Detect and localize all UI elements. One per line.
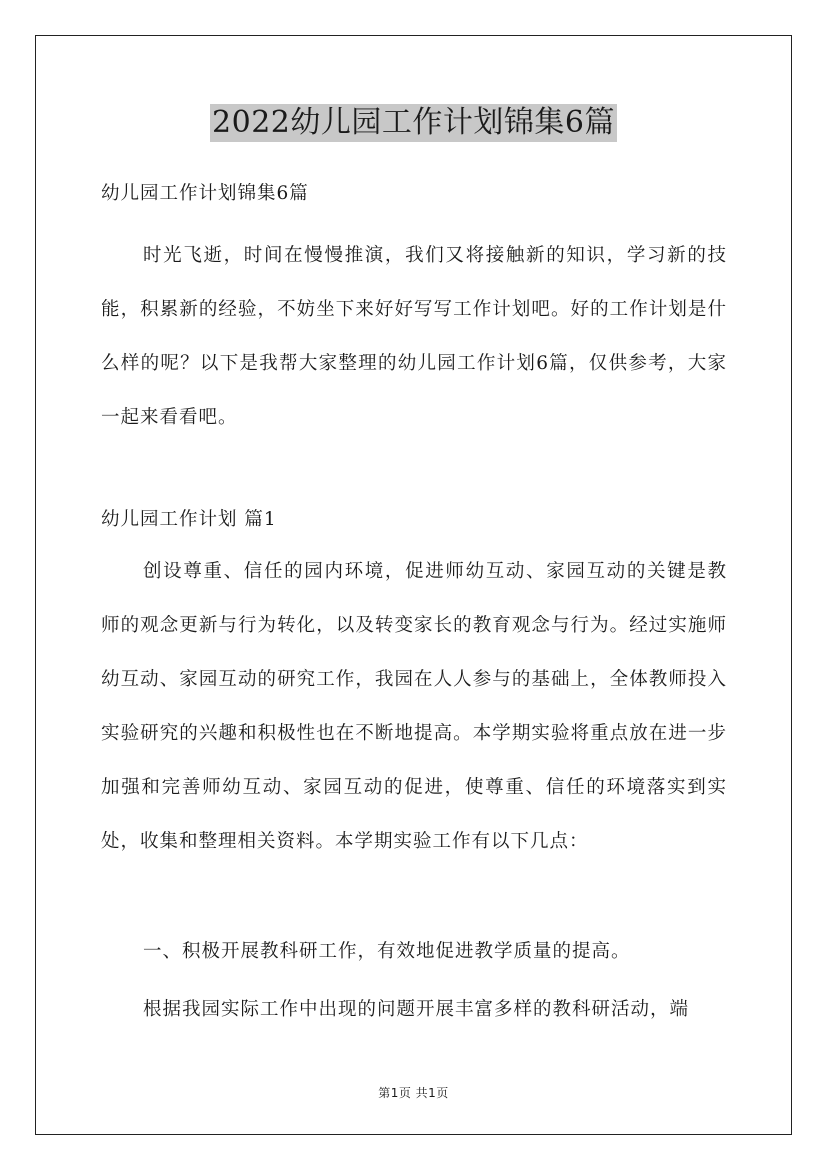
- section1-paragraph-2: 根据我园实际工作中出现的问题开展丰富多样的教科研活动，端: [143, 999, 690, 1020]
- section1-list-item: 一、积极开展教科研工作，有效地促进教学质量的提高。: [143, 941, 631, 962]
- section1-paragraph: 创设尊重、信任的园内环境，促进师幼互动、家园互动的关键是教师的观念更新与行为转化，以及转变家长的教育观念与行为。经过实施师幼互动、家园互动的研究工作，我园在人人参与的基础上，全体教师投入实验研究的兴趣和积极性也在不断地提高。本学期实验将重点放在进一步加强和完善师幼互动、家园互动的促进，使尊重、信任的环境落实到实处，收集和整理相关资料。本学期实验工作有以下几点：: [101, 561, 727, 852]
- title-container: [0, 104, 827, 142]
- page-footer: 第1页 共1页: [378, 1086, 449, 1100]
- intro-paragraph: 时光飞逝，时间在慢慢推演，我们又将接触新的知识，学习新的技能，积累新的经验，不妨坐下来好好写写工作计划吧。好的工作计划是什么样的呢？以下是我帮大家整理的幼儿园工作计划6篇，仅供参考，大家一起来看看吧。: [101, 245, 727, 428]
- document-subtitle: 幼儿园工作计划锦集6篇: [101, 183, 309, 204]
- section-heading: 幼儿园工作计划 篇1: [101, 509, 277, 530]
- document-title: 2022幼儿园工作计划锦集6篇: [212, 105, 615, 140]
